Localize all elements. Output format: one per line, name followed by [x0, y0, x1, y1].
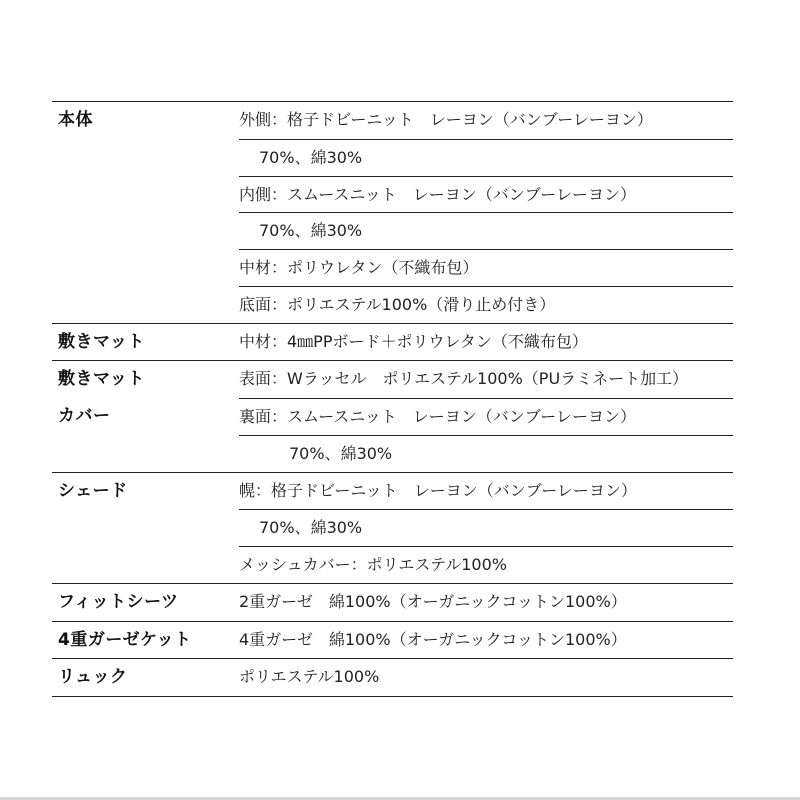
spec-group	[52, 324, 733, 362]
part-name-line: リュック	[58, 667, 128, 688]
material-row: 底面：ポリエステル100%（滑り止め付き）	[239, 286, 733, 323]
spec-group	[52, 473, 733, 584]
material-spec-table	[52, 101, 733, 697]
part-name-line: 4重ガーゼケット	[58, 629, 192, 650]
spec-group	[52, 102, 733, 324]
material-row: 外側：格子ドビーニット レーヨン（バンブーレーヨン）	[239, 110, 653, 129]
spec-group	[52, 659, 733, 697]
material-row: 70%、綿30%	[239, 212, 733, 249]
material-rows	[239, 473, 733, 583]
part-name	[52, 324, 239, 361]
material-rows	[239, 622, 733, 659]
material-row: 中材：ポリウレタン（不織布包）	[239, 249, 733, 286]
material-row: ポリエステル100%	[239, 667, 380, 687]
material-row: 表面：Wラッセル ポリエステル100%（PUラミネート加工）	[239, 369, 689, 389]
part-name-line: カバー	[58, 406, 111, 426]
material-row: 2重ガーゼ 綿100%（オーガニックコットン100%）	[239, 591, 627, 611]
part-name	[52, 473, 239, 583]
material-rows	[239, 324, 733, 361]
part-name-line: シェード	[58, 480, 128, 501]
part-name-line: 敷きマット	[58, 331, 145, 352]
part-name	[52, 102, 239, 323]
material-rows	[239, 361, 733, 471]
part-name-line: フィットシーツ	[58, 591, 179, 612]
part-name	[52, 361, 239, 471]
material-row: 70%、綿30%	[239, 435, 733, 472]
material-row: 裏面：スムースニット レーヨン（バンブーレーヨン）	[239, 398, 733, 435]
material-row: 70%、綿30%	[239, 509, 733, 546]
material-row: 幌：格子ドビーニット レーヨン（バンブーレーヨン）	[239, 480, 637, 500]
part-name	[52, 584, 239, 621]
spec-group	[52, 622, 733, 660]
material-row: 中材：4㎜PPボード＋ポリウレタン（不織布包）	[239, 331, 588, 351]
spec-group	[52, 361, 733, 472]
spec-group	[52, 584, 733, 622]
part-name	[52, 622, 239, 659]
part-name	[52, 659, 239, 696]
part-name-line: 敷きマット	[58, 369, 145, 390]
material-row: 内側：スムースニット レーヨン（バンブーレーヨン）	[239, 176, 733, 213]
material-row: 4重ガーゼ 綿100%（オーガニックコットン100%）	[239, 629, 627, 649]
material-rows	[239, 584, 733, 621]
material-rows	[239, 102, 733, 323]
material-rows	[239, 659, 733, 696]
material-row: 70%、綿30%	[239, 139, 733, 176]
material-row: メッシュカバー：ポリエステル100%	[239, 546, 733, 583]
part-name-line: 本体	[58, 110, 93, 130]
